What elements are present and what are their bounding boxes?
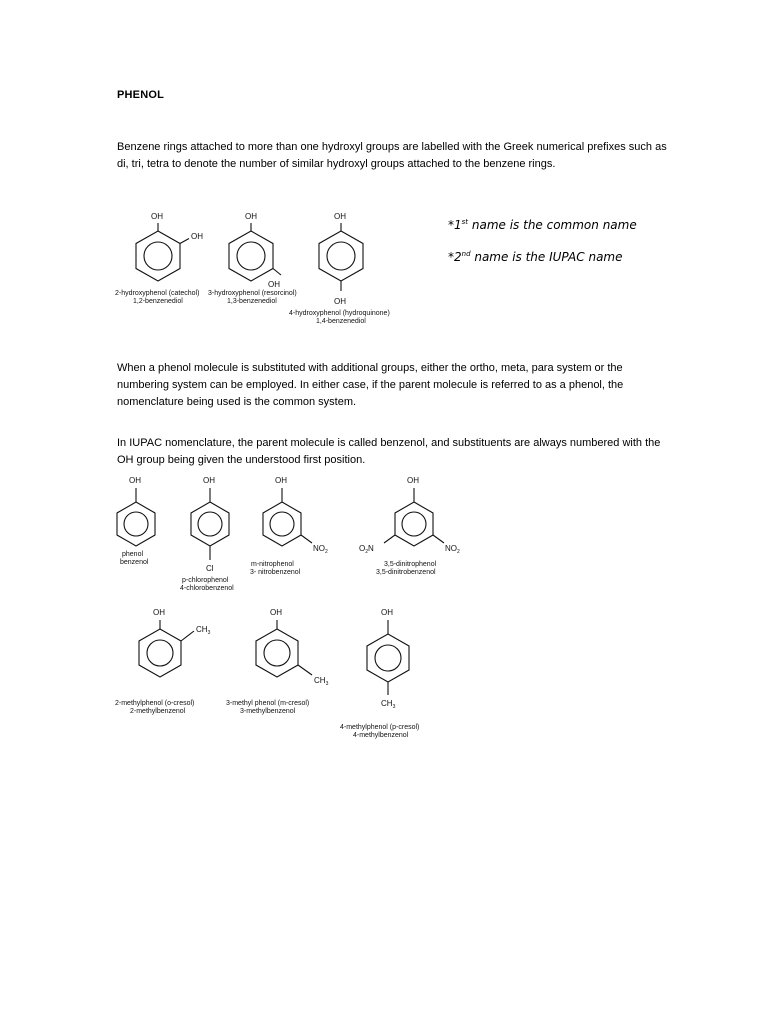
iupac-name-note — [448, 250, 623, 264]
dinitrophenol-o2n-sub: 2 — [365, 549, 369, 555]
pcresol-ch3-text: CH — [381, 699, 393, 708]
hydroquinone-oh-1: OH — [334, 212, 346, 221]
ocresol-ch3-text: CH — [196, 625, 208, 634]
dinitrophenol-o2n-n: N — [368, 544, 374, 553]
dinitrophenol-structure — [384, 488, 444, 546]
dinitrophenol-o2n-left — [359, 544, 374, 555]
catechol-oh-2: OH — [191, 232, 203, 241]
resorcinol-oh-1: OH — [245, 212, 257, 221]
catechol-iupac-name: 1,2-benzenediol — [133, 298, 183, 305]
pcresol-ch3-sub: 3 — [392, 704, 396, 710]
phenol-oh: OH — [129, 476, 141, 485]
intro-paragraph: Benzene rings attached to more than one hydroxyl groups are labelled with the Greek numerical prefixes such as di, tri, tetra to denote the number of similar hydroxyl groups attached to the benzene rings. — [117, 141, 667, 170]
note-2-text: name is the IUPAC name — [470, 250, 623, 264]
substitution-paragraph: When a phenol molecule is substituted with additional groups, either the ortho, meta, para system or the numbering system can be employed. In either case, if the parent molecule is referred to as a phenol, the nomenclature being used is the common system. — [117, 362, 624, 408]
chlorophenol-cl: Cl — [206, 564, 214, 573]
note-2-star: *2 — [448, 250, 462, 264]
nitrophenol-no2 — [313, 544, 328, 555]
pcresol-common-name: 4-methylphenol (p-cresol) — [340, 724, 420, 731]
nitrophenol-oh: OH — [275, 476, 287, 485]
o-cresol-structure — [139, 620, 194, 677]
p-cresol-structure — [367, 620, 409, 695]
mcresol-ch3-sub: 3 — [325, 681, 329, 687]
nitrophenol-iupac-name: 3- nitrobenzenol — [250, 569, 301, 576]
ocresol-iupac-name: 2-methylbenzenol — [130, 708, 186, 715]
dinitrophenol-o2n-o: O — [359, 544, 366, 553]
note-1-text: name is the common name — [468, 218, 637, 232]
note-1-star: *1 — [448, 218, 462, 232]
mcresol-iupac-name: 3-methylbenzenol — [240, 708, 296, 715]
mcresol-common-name: 3-methyl phenol (m-cresol) — [226, 700, 310, 707]
dinitrophenol-no2-right-text: NO — [445, 544, 457, 553]
hydroquinone-common-name: 4-hydroxyphenol (hydroquinone) — [289, 310, 390, 317]
chlorophenol-iupac-name: 4-chlorobenzenol — [180, 585, 234, 592]
chlorophenol-common-name: p-chlorophenol — [182, 577, 229, 584]
pcresol-iupac-name: 4-methylbenzenol — [353, 732, 409, 739]
phenol-structure — [117, 488, 155, 546]
mcresol-ch3 — [314, 676, 329, 687]
p-chlorophenol-structure — [191, 488, 229, 560]
dinitrophenol-oh: OH — [407, 476, 419, 485]
ocresol-common-name: 2-methylphenol (o-cresol) — [115, 700, 195, 707]
dinitrophenol-common-name: 3,5-dinitrophenol — [384, 561, 437, 568]
mcresol-oh: OH — [270, 608, 282, 617]
nitrophenol-no2-text: NO — [313, 544, 325, 553]
hydroquinone-iupac-name: 1,4-benzenediol — [316, 318, 366, 325]
chlorophenol-oh: OH — [203, 476, 215, 485]
m-cresol-structure — [256, 620, 312, 677]
resorcinol-common-name: 3-hydroxyphenol (resorcinol) — [208, 290, 297, 297]
hydroquinone-structure — [319, 223, 363, 291]
hydroquinone-oh-4: OH — [334, 297, 346, 306]
resorcinol-oh-3: OH — [268, 280, 280, 289]
resorcinol-structure — [229, 223, 281, 281]
dinitrophenol-no2-right-sub: 2 — [457, 549, 460, 555]
note-1-sup: st — [461, 218, 469, 226]
dinitrophenol-iupac-name: 3,5-dinitrobenzenol — [376, 569, 436, 576]
nitrophenol-common-name: m-nitrophenol — [251, 561, 294, 568]
ocresol-ch3 — [196, 625, 211, 636]
common-name-note — [448, 218, 637, 232]
catechol-structure — [136, 223, 189, 281]
ocresol-oh: OH — [153, 608, 165, 617]
catechol-common-name: 2-hydroxyphenol (catechol) — [115, 290, 200, 297]
pcresol-oh: OH — [381, 608, 393, 617]
ocresol-ch3-sub: 3 — [207, 630, 211, 636]
m-nitrophenol-structure — [263, 488, 312, 546]
page-title: PHENOL — [117, 89, 165, 101]
iupac-paragraph: In IUPAC nomenclature, the parent molecule is called benzenol, and substituents are always numbered with the OH group being given the understood first position. — [117, 437, 661, 466]
phenol-common-name: phenol — [122, 551, 144, 558]
nitrophenol-no2-sub: 2 — [325, 549, 328, 555]
mcresol-ch3-text: CH — [314, 676, 326, 685]
phenol-iupac-name: benzenol — [120, 559, 149, 566]
dihydroxybenzene-figure — [105, 205, 415, 330]
note-2-sup: nd — [461, 250, 471, 258]
pcresol-ch3 — [381, 699, 396, 710]
dinitrophenol-no2-right — [445, 544, 460, 555]
resorcinol-iupac-name: 1,3-benzenediol — [227, 298, 277, 305]
catechol-oh-1: OH — [151, 212, 163, 221]
substituted-phenols-figure — [100, 470, 500, 745]
